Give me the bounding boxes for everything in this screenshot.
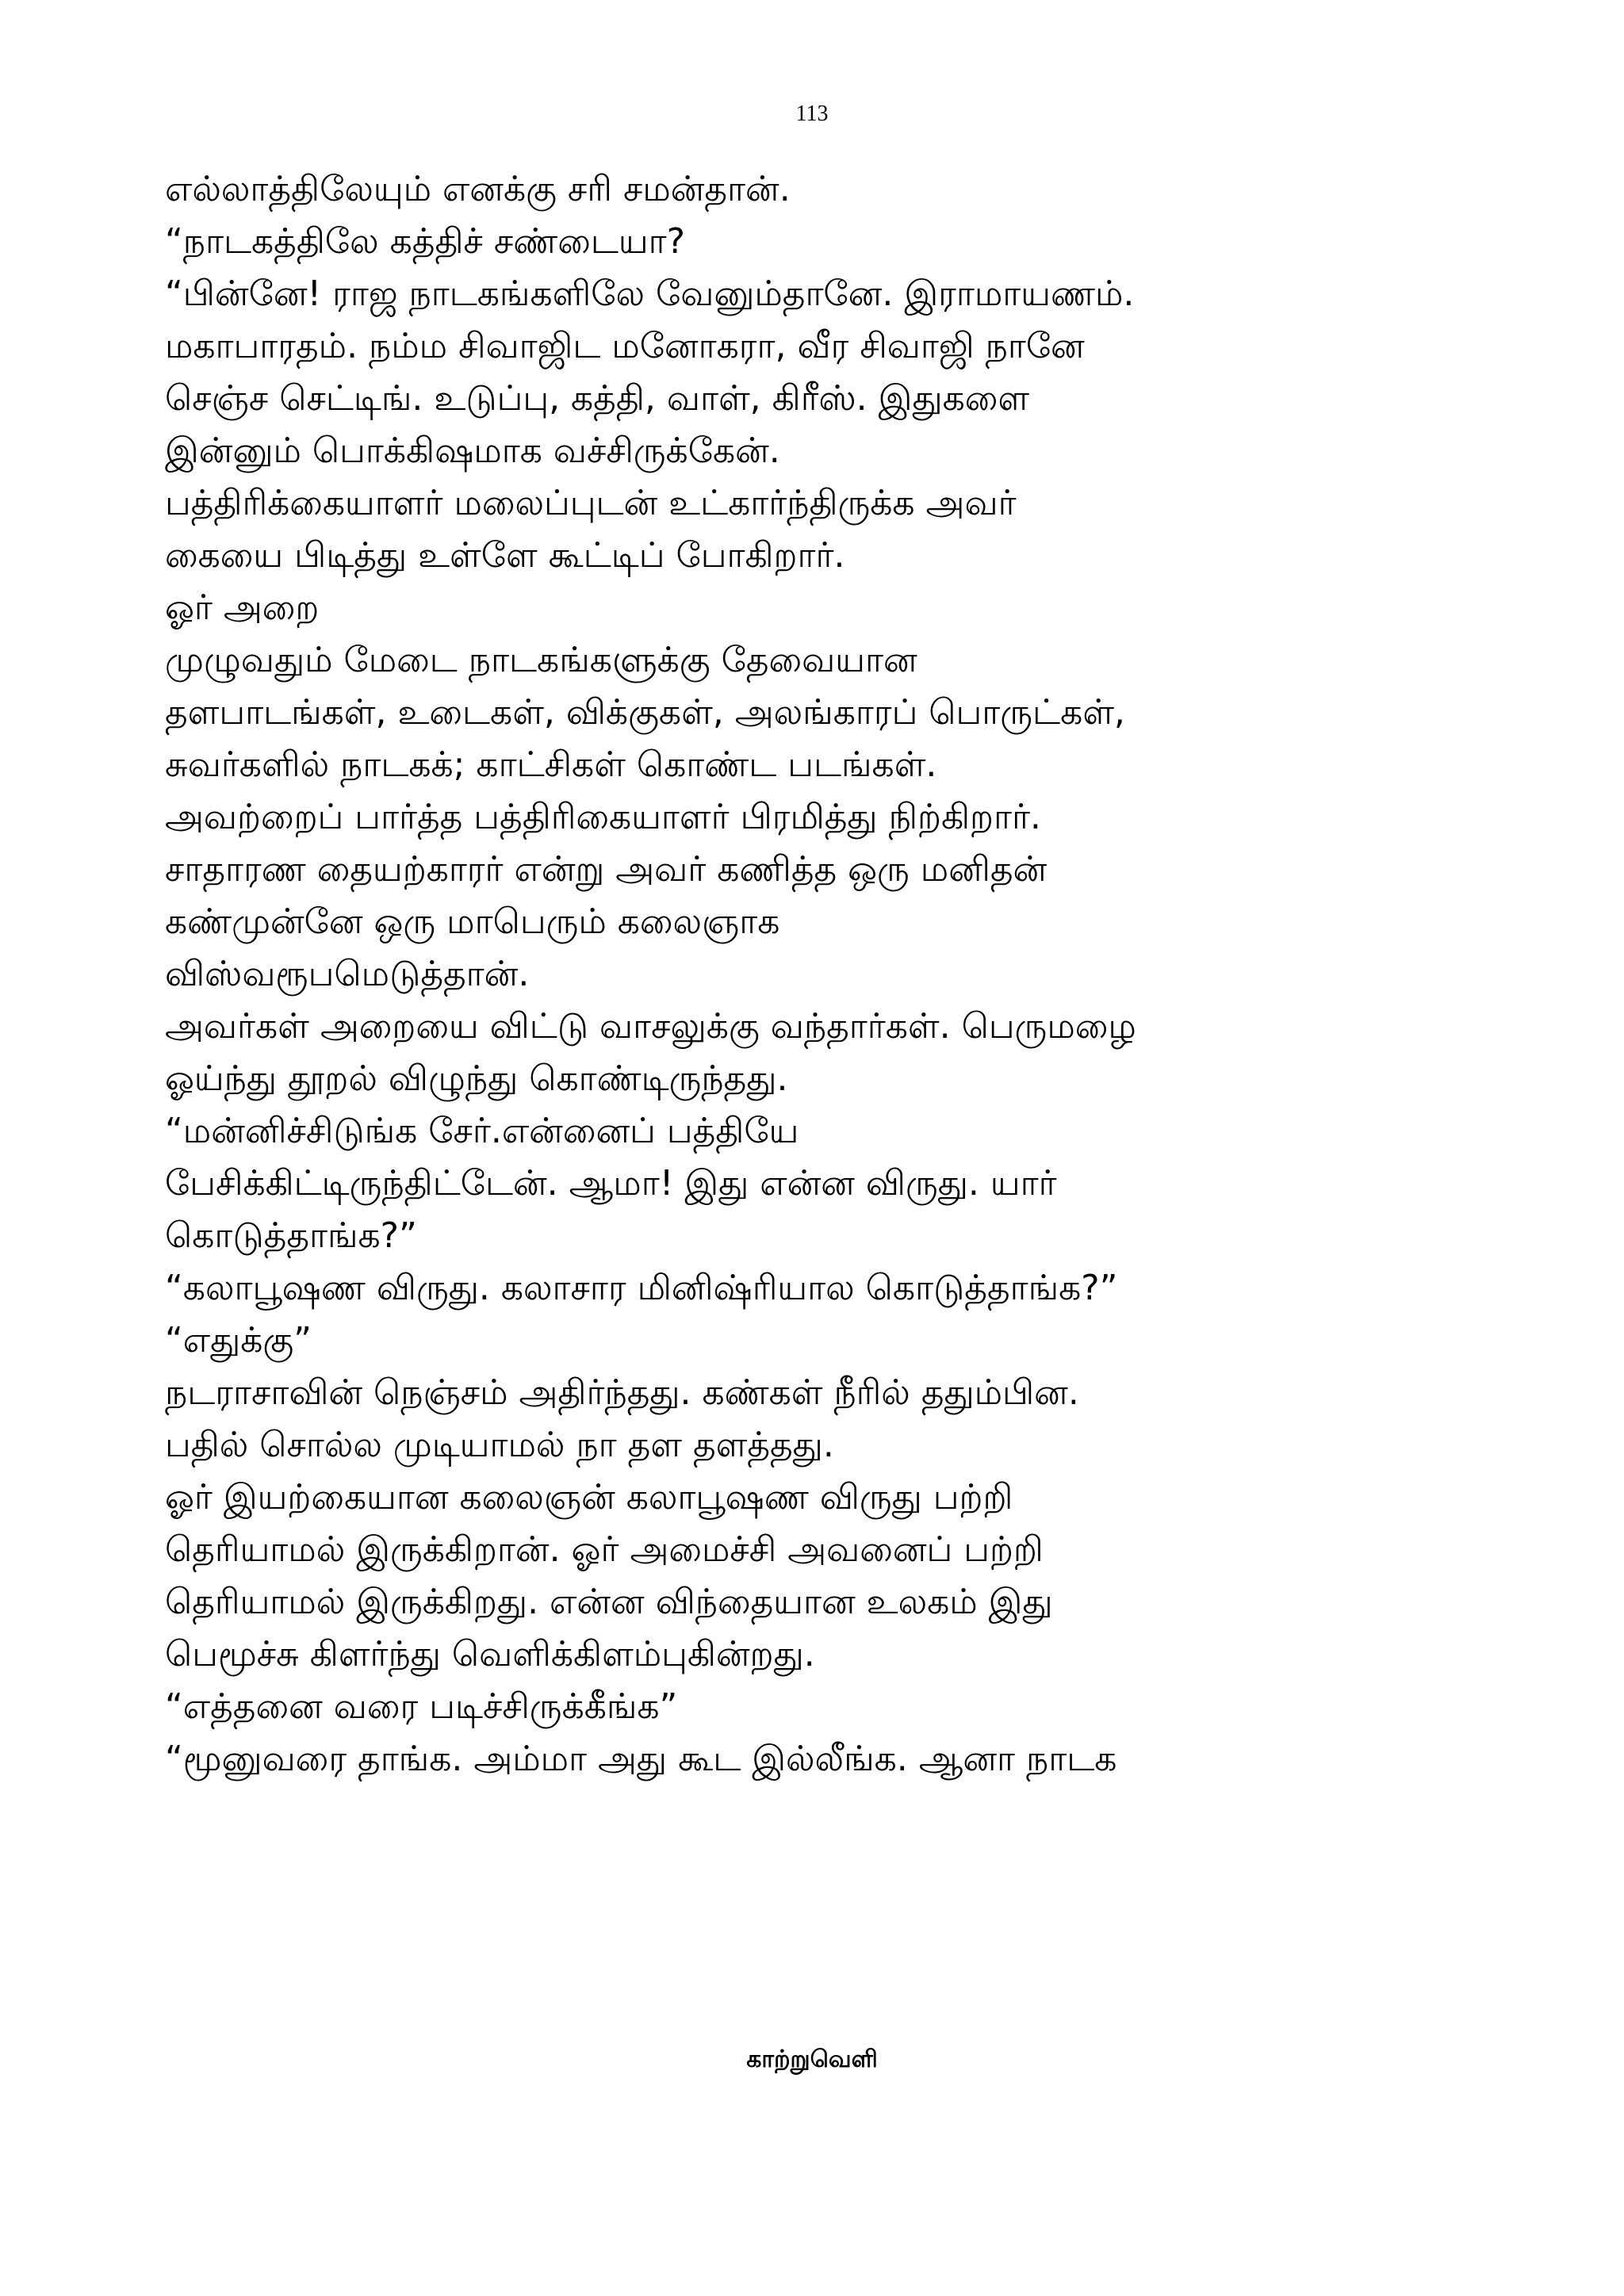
text-line: முழுவதும் மேடை நாடகங்களுக்கு தேவையான (165, 640, 917, 680)
text-line: தளபாடங்கள், உடைகள், விக்குகள், அலங்காரப் பொருட்கள், (165, 692, 1125, 733)
text-line: “நாடகத்திலே கத்திச் சண்டையா? (165, 221, 685, 262)
text-line: ஓர் அறை (165, 587, 320, 628)
text-line: கண்முன்னே ஒரு மாபெரும் கலைஞாக (165, 901, 780, 942)
text-line: பதில் சொல்ல முடியாமல் நா தள தளத்தது. (165, 1425, 834, 1465)
text-line: பேசிக்கிட்டிருந்திட்டேன். ஆமா! இது என்ன விருது. யார் (165, 1163, 1057, 1203)
text-line: தெரியாமல் இருக்கிறது. என்ன விந்தையான உலகம் இது (165, 1582, 1053, 1622)
text-line: அவற்றைப் பார்த்த பத்திரிகையாளர் பிரமித்து நிற்கிறார். (165, 797, 1041, 837)
text-line: சுவர்களில் நாடகக்; காட்சிகள் கொண்ட படங்கள். (165, 744, 937, 785)
text-line: “எத்தனை வரை படிச்சிருக்கீங்க” (165, 1686, 678, 1727)
text-line: “கலாபூஷண விருது. கலாசார மினிஷ்ரியால கொடுத்தாங்க?” (165, 1268, 1118, 1308)
text-line: ஓய்ந்து தூறல் விழுந்து கொண்டிருந்தது. (165, 1058, 788, 1099)
text-line: விஸ்வரூபமெடுத்தான். (165, 954, 530, 994)
text-line: கையை பிடித்து உள்ளே கூட்டிப் போகிறார். (165, 535, 845, 576)
text-line: இன்னும் பொக்கிஷமாக வச்சிருக்கேன். (165, 430, 780, 471)
text-line: ஓர் இயற்கையான கலைஞன் கலாபூஷண விருது பற்றி (165, 1477, 1013, 1517)
footer-title: காற்றுவெளி (746, 2045, 878, 2073)
text-line: மகாபாரதம். நம்ம சிவாஜிட மனோகரா, வீர சிவாஜி நானே (165, 326, 1085, 366)
text-line: பத்திரிக்கையாளர் மலைப்புடன் உட்கார்ந்திருக்க அவர் (165, 483, 1017, 523)
text-line: அவர்கள் அறையை விட்டு வாசலுக்கு வந்தார்கள். பெருமழை (165, 1006, 1136, 1047)
text-line: “எதுக்கு” (165, 1320, 312, 1360)
text-line: எல்லாத்திலேயும் எனக்கு சரி சமன்தான். (165, 169, 791, 209)
body-text (165, 163, 1497, 1785)
text-line: கொடுத்தாங்க?” (165, 1215, 417, 1256)
text-line: செஞ்ச செட்டிங். உடுப்பு, கத்தி, வாள், கிரீஸ். இதுகளை (165, 378, 1030, 419)
text-line: “மூனுவரை தாங்க. அம்மா அது கூட இல்லீங்க. ஆனா நாடக (165, 1739, 1117, 1779)
text-line: தெரியாமல் இருக்கிறான். ஓர் அமைச்சி அவனைப் பற்றி (165, 1529, 1044, 1570)
text-line: பெமூச்சு கிளர்ந்து வெளிக்கிளம்புகின்றது. (165, 1634, 815, 1674)
text-line: சாதாரண தையற்காரர் என்று அவர் கணித்த ஒரு மனிதன் (165, 849, 1048, 890)
text-line: “மன்னிச்சிடுங்க சேர்.என்னைப் பத்தியே (165, 1111, 799, 1151)
text-line: நடராசாவின் நெஞ்சம் அதிர்ந்தது. கண்கள் நீரில் ததும்பின. (165, 1372, 1079, 1413)
page-number: 113 (795, 101, 829, 126)
text-line: “பின்னே! ராஜ நாடகங்களிலே வேனும்தானே. இராமாயணம். (165, 274, 1135, 314)
